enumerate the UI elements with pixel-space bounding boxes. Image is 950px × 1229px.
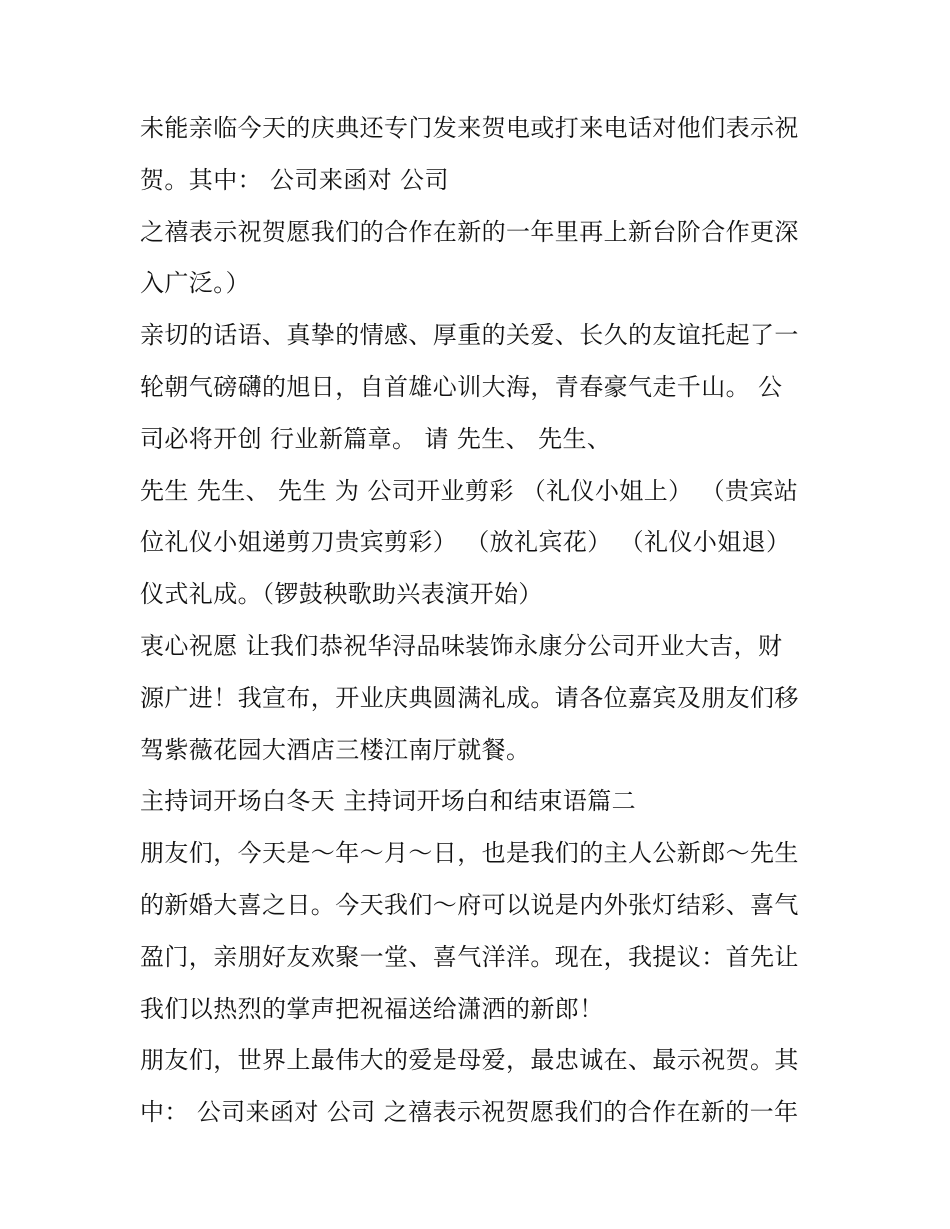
text-line: 先生 先生、 先生 为 公司开业剪彩 （礼仪小姐上） （贵宾站 xyxy=(140,476,799,505)
section-heading: 主持词开场白冬天 主持词开场白和结束语篇二 xyxy=(140,787,637,816)
text-line: 朋友们，世界上最伟大的爱是母爱，最忠诚在、最示祝贺。其 xyxy=(140,1046,799,1075)
text-line: 我们以热烈的掌声把祝福送给潇洒的新郎！ xyxy=(140,994,604,1023)
text-line: 衷心祝愿 让我们恭祝华浔品味装饰永康分公司开业大吉，财 xyxy=(140,631,783,660)
text-line: 未能亲临今天的庆典还专门发来贺电或打来电话对他们表示祝 xyxy=(140,114,799,142)
text-line: 位礼仪小姐递剪刀贵宾剪彩） （放礼宾花） （礼仪小姐退） xyxy=(140,528,791,557)
text-line: 贺。其中： 公司来函对 公司 xyxy=(140,165,449,194)
document-body xyxy=(140,103,820,1139)
text-line: 入广泛。） xyxy=(140,269,250,298)
text-line: 之禧表示祝贺愿我们的合作在新的一年里再上新台阶合作更深 xyxy=(140,217,799,246)
text-line: 的新婚大喜之日。今天我们～府可以说是内外张灯结彩、喜气 xyxy=(140,890,799,919)
text-line: 司必将开创 行业新篇章。 请 先生、 先生、 xyxy=(140,424,612,453)
text-line: 中： 公司来函对 公司 之禧表示祝贺愿我们的合作在新的一年 xyxy=(140,1098,799,1127)
text-line: 轮朝气磅礴的旭日，自首雄心训大海，青春豪气走千山。 公 xyxy=(140,372,783,401)
text-line: 驾紫薇花园大酒店三楼江南厅就餐。 xyxy=(140,735,531,764)
text-line: 亲切的话语、真挚的情感、厚重的关爱、长久的友谊托起了一 xyxy=(140,321,799,350)
text-line: 朋友们，今天是～年～月～日，也是我们的主人公新郎～先生 xyxy=(140,839,799,868)
text-line: 仪式礼成。（锣鼓秧歌助兴表演开始） xyxy=(140,580,543,609)
text-line: 盈门，亲朋好友欢聚一堂、喜气洋洋。现在，我提议：首先让 xyxy=(140,942,799,971)
text-line: 源广进！我宣布，开业庆典圆满礼成。请各位嘉宾及朋友们移 xyxy=(140,683,799,712)
